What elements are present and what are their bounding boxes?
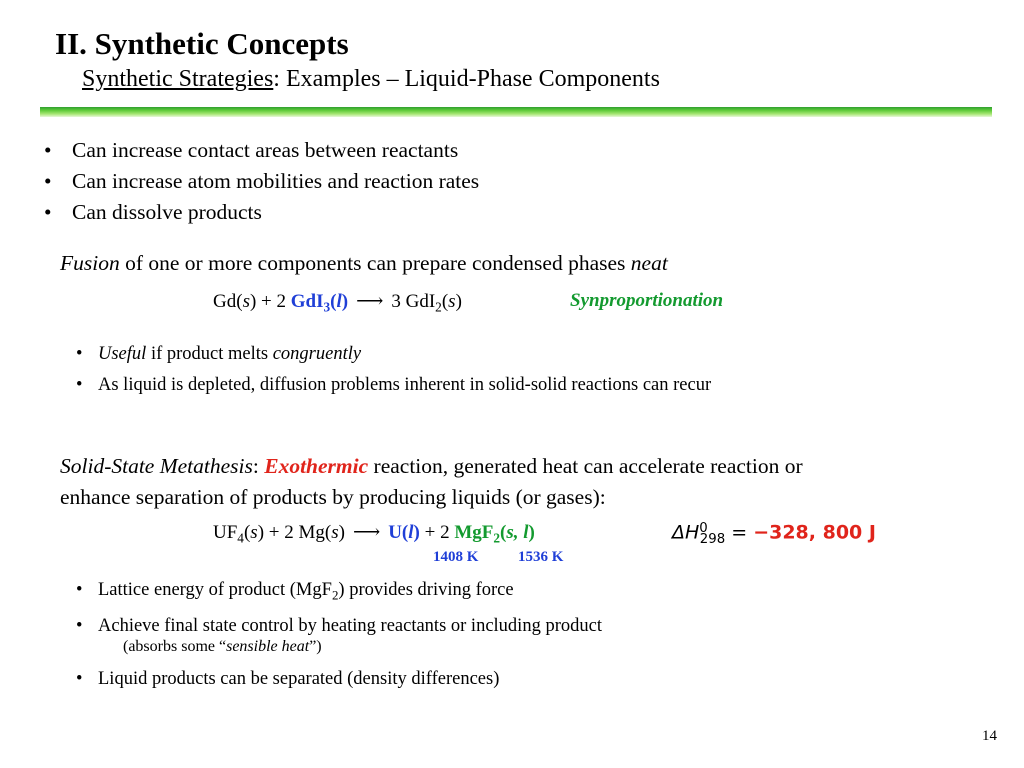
product-uranium: U(l) (388, 522, 420, 543)
fusion-paragraph: Fusion of one or more components can prepare condensed phases neat (60, 251, 668, 275)
bullet-icon: • (76, 615, 83, 636)
product-mgf2: MgF$_2$(s, l) (454, 522, 535, 546)
list-item: • Lattice energy of product (MgF$_2$) provides driving force (76, 575, 602, 611)
intro-bullet-list (44, 135, 479, 228)
list-item: • Achieve final state control by heating reactants or including product (76, 611, 602, 642)
list-item: • Can dissolve products (44, 197, 479, 228)
enthalpy-expression: $\Delta H^0_{298} = -328$, 800 J (672, 521, 876, 548)
metathesis-bullet-list-2 (76, 664, 499, 695)
page-number: 14 (982, 728, 997, 744)
bullet-icon: • (44, 138, 52, 162)
bullet-icon: • (76, 344, 83, 364)
slide-subtitle (82, 66, 660, 93)
list-item: • Useful if product melts congruently (76, 339, 711, 370)
sensible-heat-note: (absorbs some “sensible heat”) (123, 638, 322, 655)
list-item: • Can increase atom mobilities and reaction rates (44, 166, 479, 197)
list-item: • Can increase contact areas between reactants (44, 135, 479, 166)
fusion-bullet-list (76, 339, 711, 401)
bullet-icon: • (76, 580, 83, 600)
synproportionation-label: Synproportionation (570, 290, 724, 311)
metathesis-bullet-list (76, 575, 602, 642)
mgf2-melting-point: 1536 K (518, 549, 564, 565)
uranium-melting-point: 1408 K (433, 549, 479, 565)
subtitle-rest: : Examples – Liquid-Phase Components (273, 66, 660, 92)
bullet-icon: • (76, 375, 83, 395)
metathesis-paragraph: Solid-State Metathesis: Exothermic reaction, generated heat can accelerate reaction or enhance separation of products by producing liquids (or gases): (60, 454, 803, 509)
exothermic-highlight: Exothermic (264, 454, 369, 478)
list-item: • As liquid is depleted, diffusion problems inherent in solid-solid reactions can recur (76, 370, 711, 401)
reaction-arrow-icon: ⟶ (356, 291, 384, 312)
fusion-equation: Gd(s) + 2 GdI$_3$(l) ⟶ 3 GdI$_2$(s) (213, 291, 462, 315)
metathesis-equation: $UF_4(s) + 2$ Mg(s) ⟶ U(l) + 2 MgF$_2$(s, l) (213, 522, 535, 546)
reaction-arrow-icon: ⟶ (352, 522, 381, 543)
slide-title: II. Synthetic Concepts (55, 26, 349, 61)
list-item: • Liquid products can be separated (density differences) (76, 664, 499, 695)
bullet-icon: • (44, 200, 52, 224)
reactant-gdi3: GdI$_3$(l) (290, 291, 349, 315)
bullet-icon: • (44, 169, 52, 193)
header-divider (40, 107, 992, 117)
bullet-icon: • (76, 669, 83, 689)
subtitle-underlined: Synthetic Strategies (82, 66, 274, 92)
